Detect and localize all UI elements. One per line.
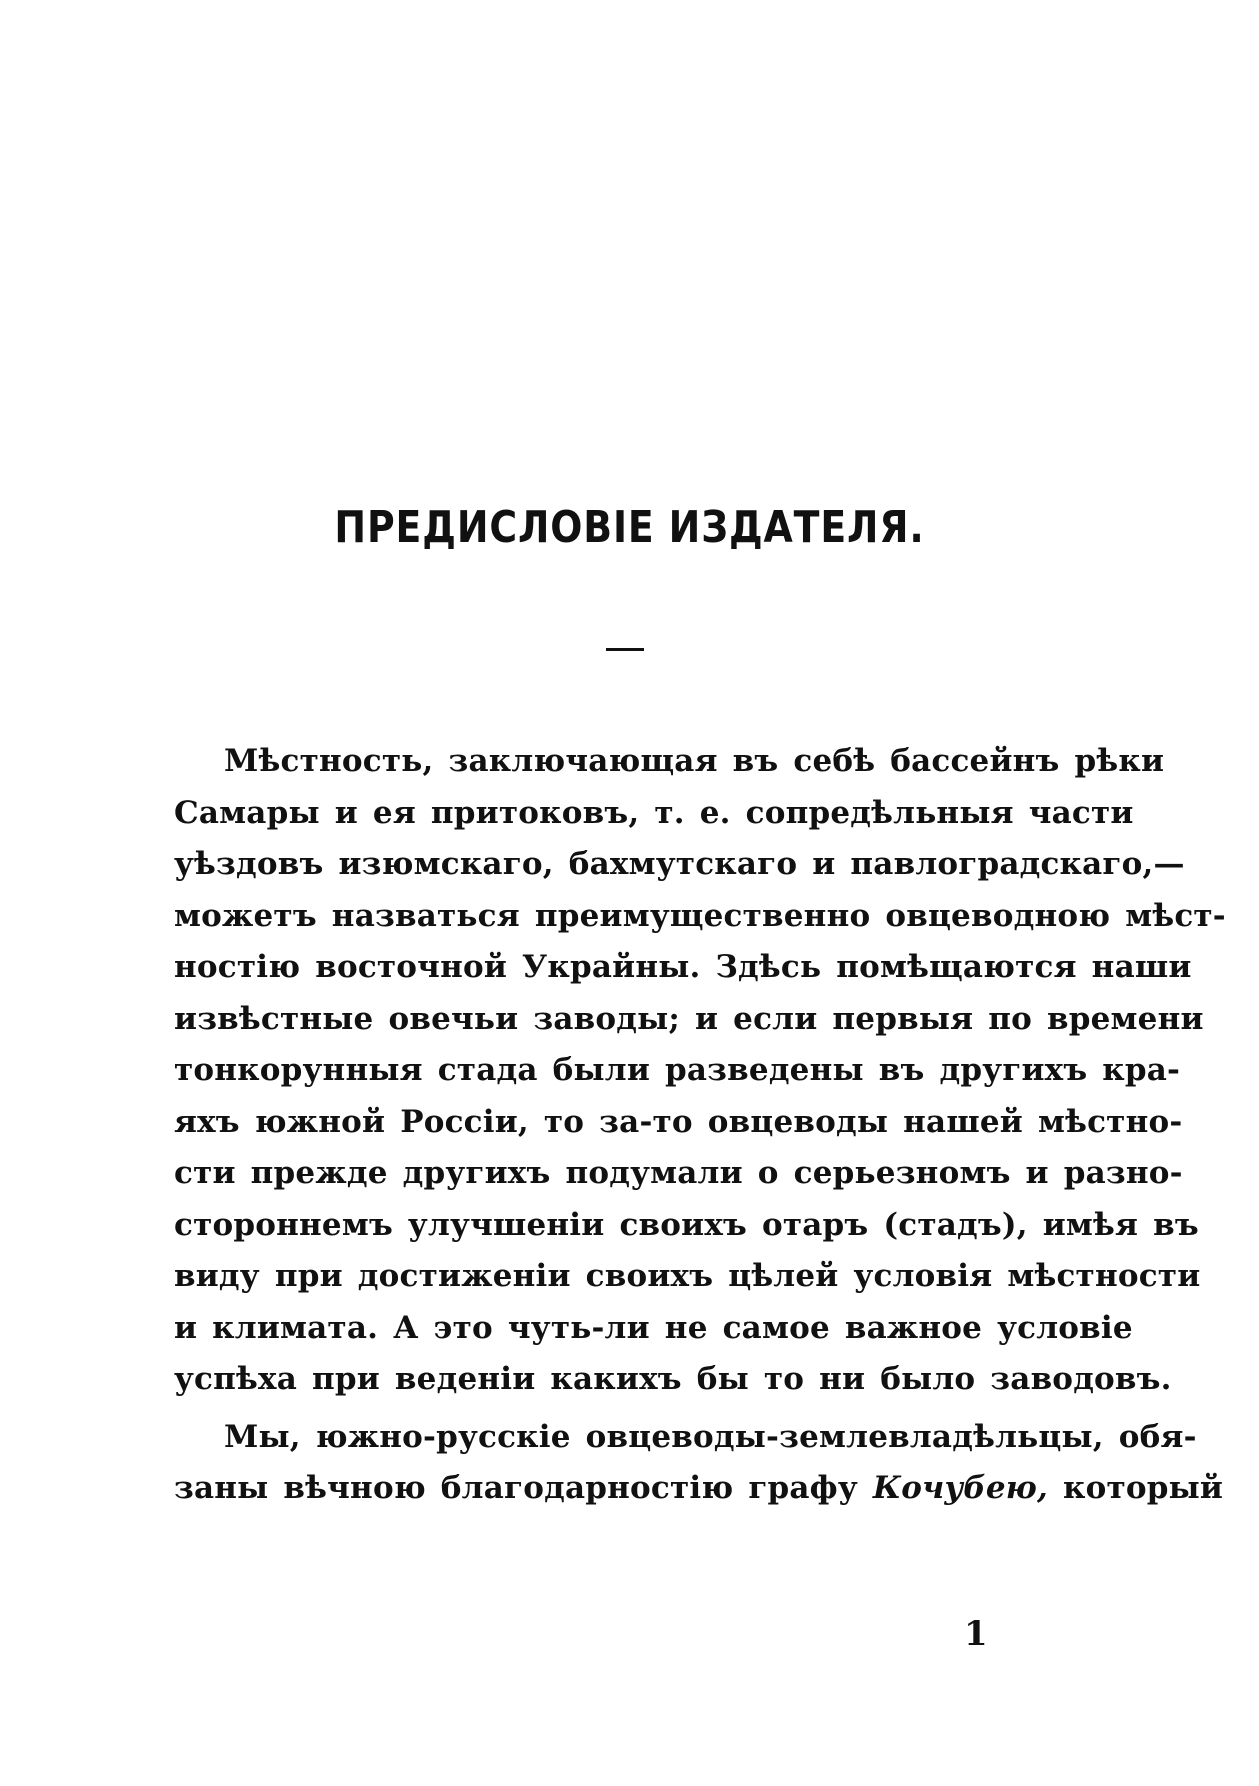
page-title: ПРЕДИСЛОВІЕ ИЗДАТЕЛЯ. [334, 502, 925, 553]
text-fragment: который [1048, 1470, 1224, 1506]
body-text [174, 736, 1226, 1515]
text-fragment: заны вѣчною благодарностію графу [174, 1470, 873, 1506]
text-line: виду при достиженіи своихъ цѣлей условія мѣстности [174, 1258, 1201, 1294]
text-line: и климата. А это чуть-ли не самое важное условіе [174, 1309, 1133, 1346]
text-line: сти прежде другихъ подумали о серьезномъ и разно- [174, 1155, 1183, 1191]
separator-dash [606, 648, 644, 651]
text-line: Мы, южно-русскіе овцеводы-землевладѣльцы, обя- [224, 1418, 1197, 1455]
text-line: ностію восточной Украйны. Здѣсь помѣщаются наши [174, 949, 1192, 985]
text-line: успѣха при веденіи какихъ бы то ни было заводовъ. [174, 1361, 1172, 1397]
text-line: можетъ назваться преимущественно овцеводною мѣст- [174, 897, 1226, 934]
text-line: Мѣстность, заключающая въ себѣ бассейнъ рѣки [224, 743, 1165, 779]
page-number: 1 [964, 1614, 988, 1654]
text-line: извѣстные овечьи заводы; и если первыя по времени [174, 1000, 1204, 1037]
text-line: Самары и ея притоковъ, т. е. сопредѣльныя части [174, 794, 1134, 831]
text-line: уѣздовъ изюмскаго, бахмутскаго и павлоградскаго,— [174, 846, 1185, 882]
text-line: тонкорунныя стада были разведены въ другихъ кра- [174, 1052, 1181, 1088]
text-line: стороннемъ улучшеніи своихъ отаръ (стадъ), имѣя въ [174, 1206, 1199, 1243]
text-line: яхъ южной Россіи, то за-то овцеводы нашей мѣстно- [174, 1103, 1183, 1140]
person-name: Кочубею, [872, 1470, 1049, 1506]
text-line-with-name [174, 1463, 1224, 1515]
